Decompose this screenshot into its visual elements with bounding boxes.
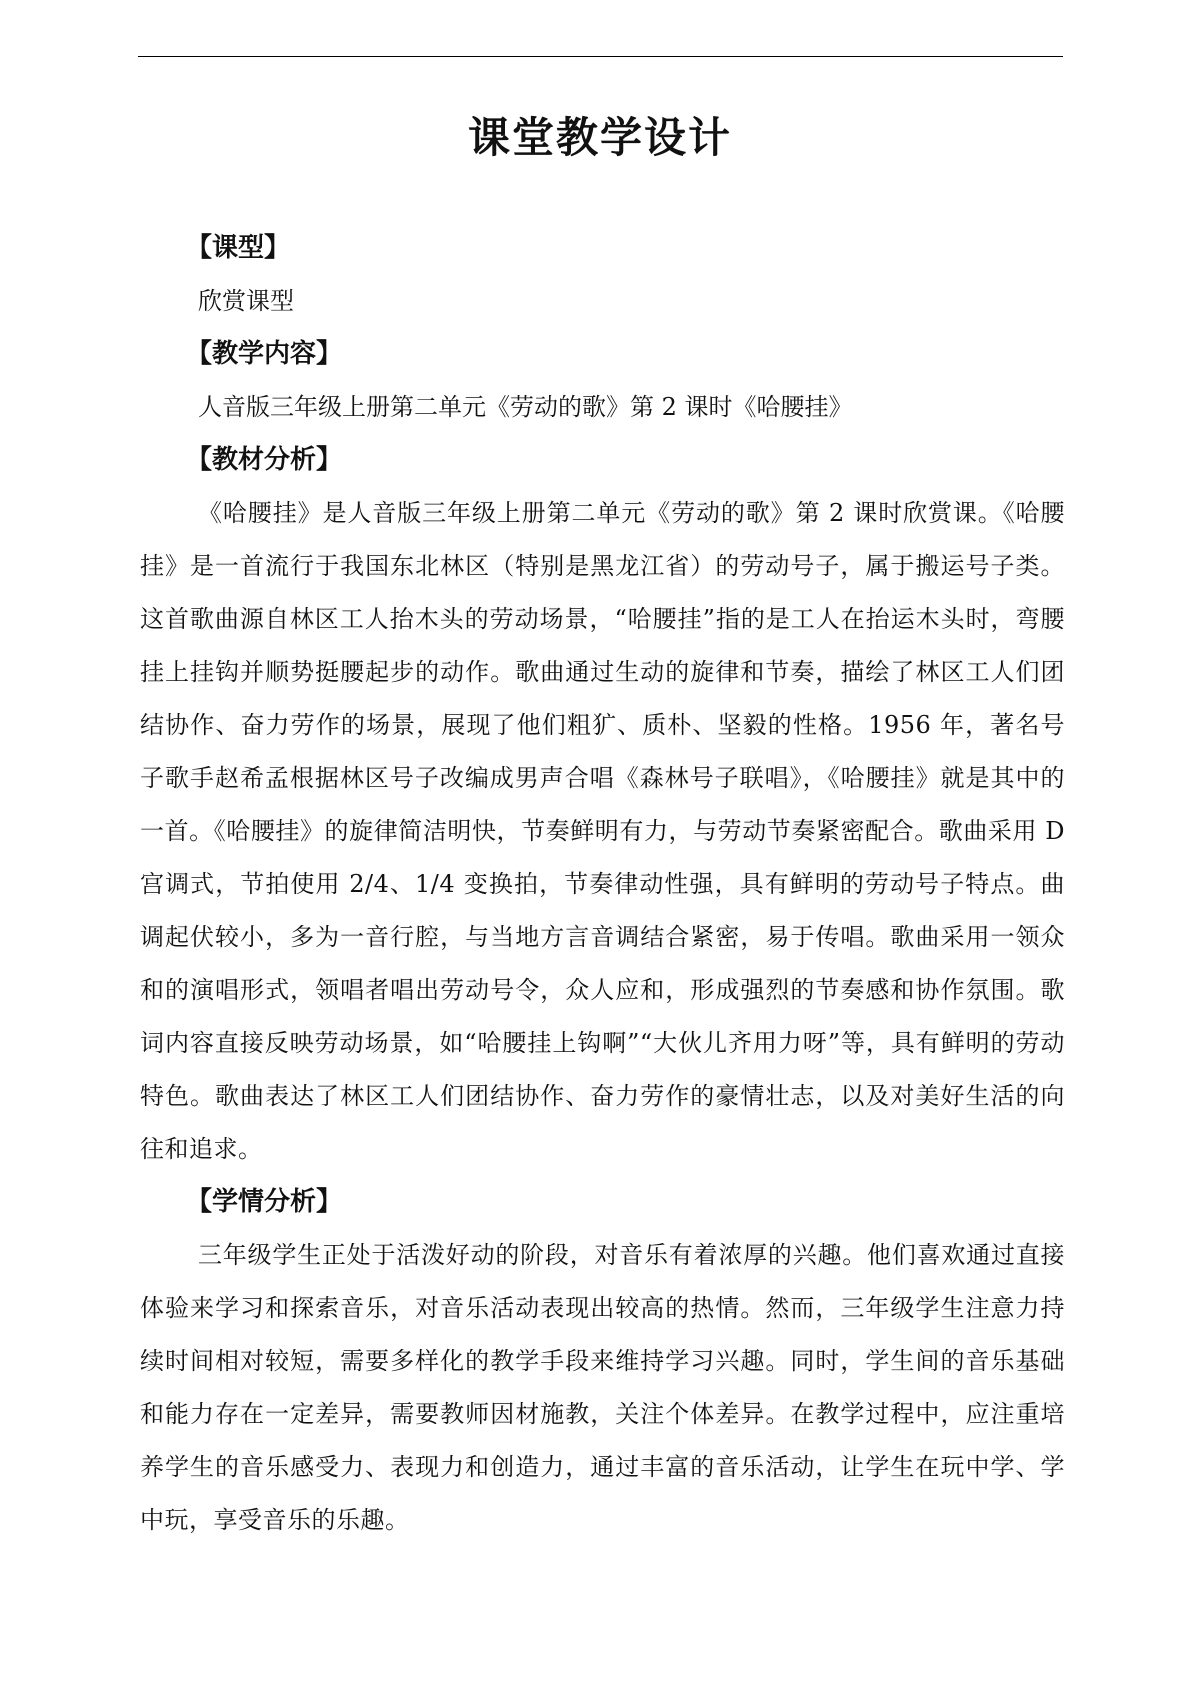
- section-heading-lesson-type: 【课型】: [186, 233, 291, 263]
- section-heading-student-analysis: 【学情分析】: [186, 1187, 343, 1217]
- document-body: [140, 222, 1065, 1547]
- section-body-material-analysis: 《哈腰挂》是人音版三年级上册第二单元《劳动的歌》第 2 课时欣赏课。《哈腰挂》是一首流行于我国东北林区（特别是黑龙江省）的劳动号子，属于搬运号子类。这首歌曲源自林区工人抬木头的劳动场景，“哈腰挂”指的是工人在抬运木头时，弯腰挂上挂钩并顺势挺腰起步的动作。歌曲通过生动的旋律和节奏，描绘了林区工人们团结协作、奋力劳作的场景，展现了他们粗犷、质朴、坚毅的性格。1956 年，著名号子歌手赵希孟根据林区号子改编成男声合唱《森林号子联唱》，《哈腰挂》就是其中的一首。《哈腰挂》的旋律简洁明快，节奏鲜明有力，与劳动节奏紧密配合。歌曲采用 D 宫调式，节拍使用 2/4、1/4 变换拍，节奏律动性强，具有鲜明的劳动号子特点。曲调起伏较小，多为一音行腔，与当地方言音调结合紧密，易于传唱。歌曲采用一领众和的演唱形式，领唱者唱出劳动号令，众人应和，形成强烈的节奏感和协作氛围。歌词内容直接反映劳动场景，如“哈腰挂上钩啊”“大伙儿齐用力呀”等，具有鲜明的劳动特色。歌曲表达了林区工人们团结协作、奋力劳作的豪情壮志，以及对美好生活的向往和追求。: [140, 499, 1065, 1163]
- section-body-student-analysis: 三年级学生正处于活泼好动的阶段，对音乐有着浓厚的兴趣。他们喜欢通过直接体验来学习和探索音乐，对音乐活动表现出较高的热情。然而，三年级学生注意力持续时间相对较短，需要多样化的教学手段来维持学习兴趣。同时，学生间的音乐基础和能力存在一定差异，需要教师因材施教，关注个体差异。在教学过程中，应注重培养学生的音乐感受力、表现力和创造力，通过丰富的音乐活动，让学生在玩中学、学中玩，享受音乐的乐趣。: [140, 1241, 1065, 1534]
- header-rule: [138, 56, 1063, 57]
- section-body-lesson-type: 欣赏课型: [198, 287, 294, 315]
- document-title: 课堂教学设计: [467, 113, 732, 162]
- section-body-teaching-content: 人音版三年级上册第二单元《劳动的歌》第 2 课时《哈腰挂》: [198, 393, 853, 421]
- section-heading-teaching-content: 【教学内容】: [186, 339, 343, 369]
- section-heading-material-analysis: 【教材分析】: [186, 445, 343, 475]
